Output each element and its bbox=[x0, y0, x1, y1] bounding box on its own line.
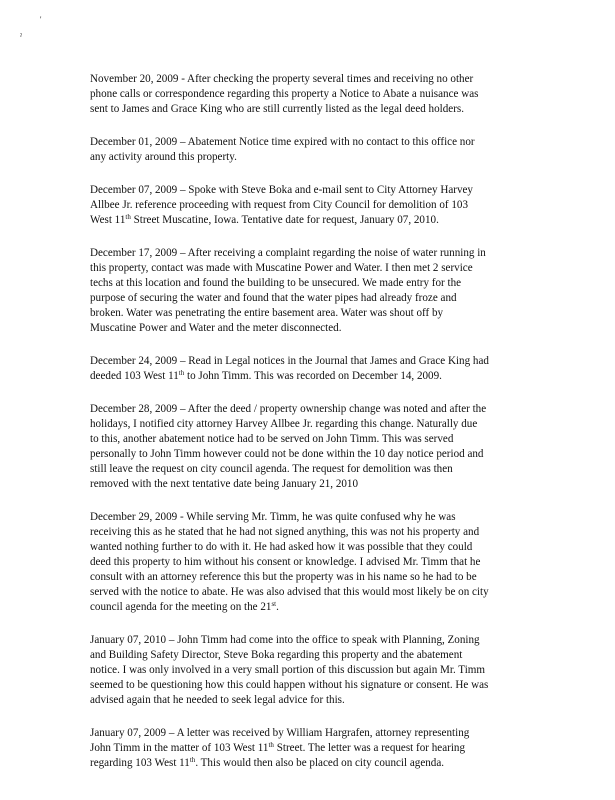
entry-line: council agenda for the meeting on the 21st. bbox=[90, 600, 279, 613]
scan-speck-top: ' bbox=[40, 15, 42, 24]
log-entry bbox=[90, 72, 525, 117]
log-entry bbox=[90, 633, 525, 708]
entry-line: John Timm in the matter of 103 West 11th Street. The letter was a request for hearing bbox=[90, 741, 466, 754]
entry-line: deed this property to him without his consent or knowledge. I advised Mr. Timm that he bbox=[90, 556, 481, 568]
entry-line: November 20, 2009 - After checking the property several times and receiving no other bbox=[90, 73, 474, 85]
log-entry bbox=[90, 246, 525, 336]
entry-line: phone calls or correspondence regarding this property a Notice to Abate a nuisance was bbox=[90, 88, 479, 100]
entry-line: this property, contact was made with Muscatine Power and Water. I then met 2 service bbox=[90, 262, 473, 274]
entry-line: December 24, 2009 – Read in Legal notices in the Journal that James and Grace King had bbox=[90, 355, 489, 367]
entry-line: any activity around this property. bbox=[90, 151, 237, 163]
entry-line: broken. Water was penetrating the entire basement area. Water was shout off by bbox=[90, 307, 444, 319]
entry-line: advised again that he needed to seek legal advice for this. bbox=[90, 694, 345, 706]
entry-line: consult with an attorney reference this but the property was in his name so he had to be bbox=[90, 571, 477, 583]
log-entries bbox=[90, 72, 525, 789]
entry-line: purpose of securing the water and found that the water pipes had already froze and bbox=[90, 292, 457, 304]
log-entry bbox=[90, 183, 525, 228]
entry-line: sent to James and Grace King who are still currently listed as the legal deed holders. bbox=[90, 103, 464, 115]
entry-line: December 07, 2009 – Spoke with Steve Boka and e-mail sent to City Attorney Harvey bbox=[90, 184, 473, 196]
log-entry bbox=[90, 354, 525, 384]
entry-line: holidays, I notified city attorney Harvey Allbee Jr. regarding this change. Naturally due bbox=[90, 418, 478, 430]
log-entry bbox=[90, 135, 525, 165]
log-entry bbox=[90, 726, 525, 771]
entry-line: January 07, 2010 – John Timm had come into the office to speak with Planning, Zoning bbox=[90, 634, 480, 646]
entry-line: December 17, 2009 – After receiving a complaint regarding the noise of water running in bbox=[90, 247, 486, 259]
entry-line: notice. I was only involved in a very small portion of this discussion but again Mr. Timm bbox=[90, 664, 486, 676]
entry-line: December 28, 2009 – After the deed / property ownership change was noted and after the bbox=[90, 403, 487, 415]
entry-line: served with the notice to abate. He was also advised that this would most likely be on city bbox=[90, 586, 489, 598]
entry-line: deeded 103 West 11th to John Timm. This was recorded on December 14, 2009. bbox=[90, 369, 442, 382]
entry-line: to this, another abatement notice had to be served on John Timm. This was served bbox=[90, 433, 454, 445]
entry-line: Allbee Jr. reference proceeding with request from City Council for demolition of 103 bbox=[90, 199, 469, 211]
entry-line: still leave the request on city council agenda. The request for demolition was then bbox=[90, 463, 453, 475]
entry-line: seemed to be questioning how this could happen without his signature or consent. He was bbox=[90, 679, 489, 691]
entry-line: receiving this as he stated that he had not signed anything, this was not his property and bbox=[90, 526, 480, 538]
entry-line: and Building Safety Director, Steve Boka regarding this property and the abatement bbox=[90, 649, 463, 661]
entry-line: wanted nothing further to do with it. He had asked how it was possible that they could bbox=[90, 541, 473, 553]
entry-line: regarding 103 West 11th. This would then also be placed on city council agenda. bbox=[90, 756, 445, 769]
entry-line: techs at this location and found the building to be unsecured. We made entry for the bbox=[90, 277, 462, 289]
entry-line: December 01, 2009 – Abatement Notice time expired with no contact to this office nor bbox=[90, 136, 475, 148]
log-entry bbox=[90, 510, 525, 615]
entry-line: personally to John Timm however could not be done within the 10 day notice period and bbox=[90, 448, 484, 460]
entry-line: Muscatine Power and Water and the meter disconnected. bbox=[90, 322, 342, 334]
entry-line: December 29, 2009 - While serving Mr. Timm, he was quite confused why he was bbox=[90, 511, 456, 523]
entry-line: West 11th Street Muscatine, Iowa. Tentative date for request, January 07, 2010. bbox=[90, 213, 439, 226]
scan-speck-left: ˀ bbox=[20, 32, 22, 41]
entry-line: January 07, 2009 – A letter was received by William Hargrafen, attorney representing bbox=[90, 727, 470, 739]
entry-line: removed with the next tentative date being January 21, 2010 bbox=[90, 478, 359, 490]
log-entry bbox=[90, 402, 525, 492]
